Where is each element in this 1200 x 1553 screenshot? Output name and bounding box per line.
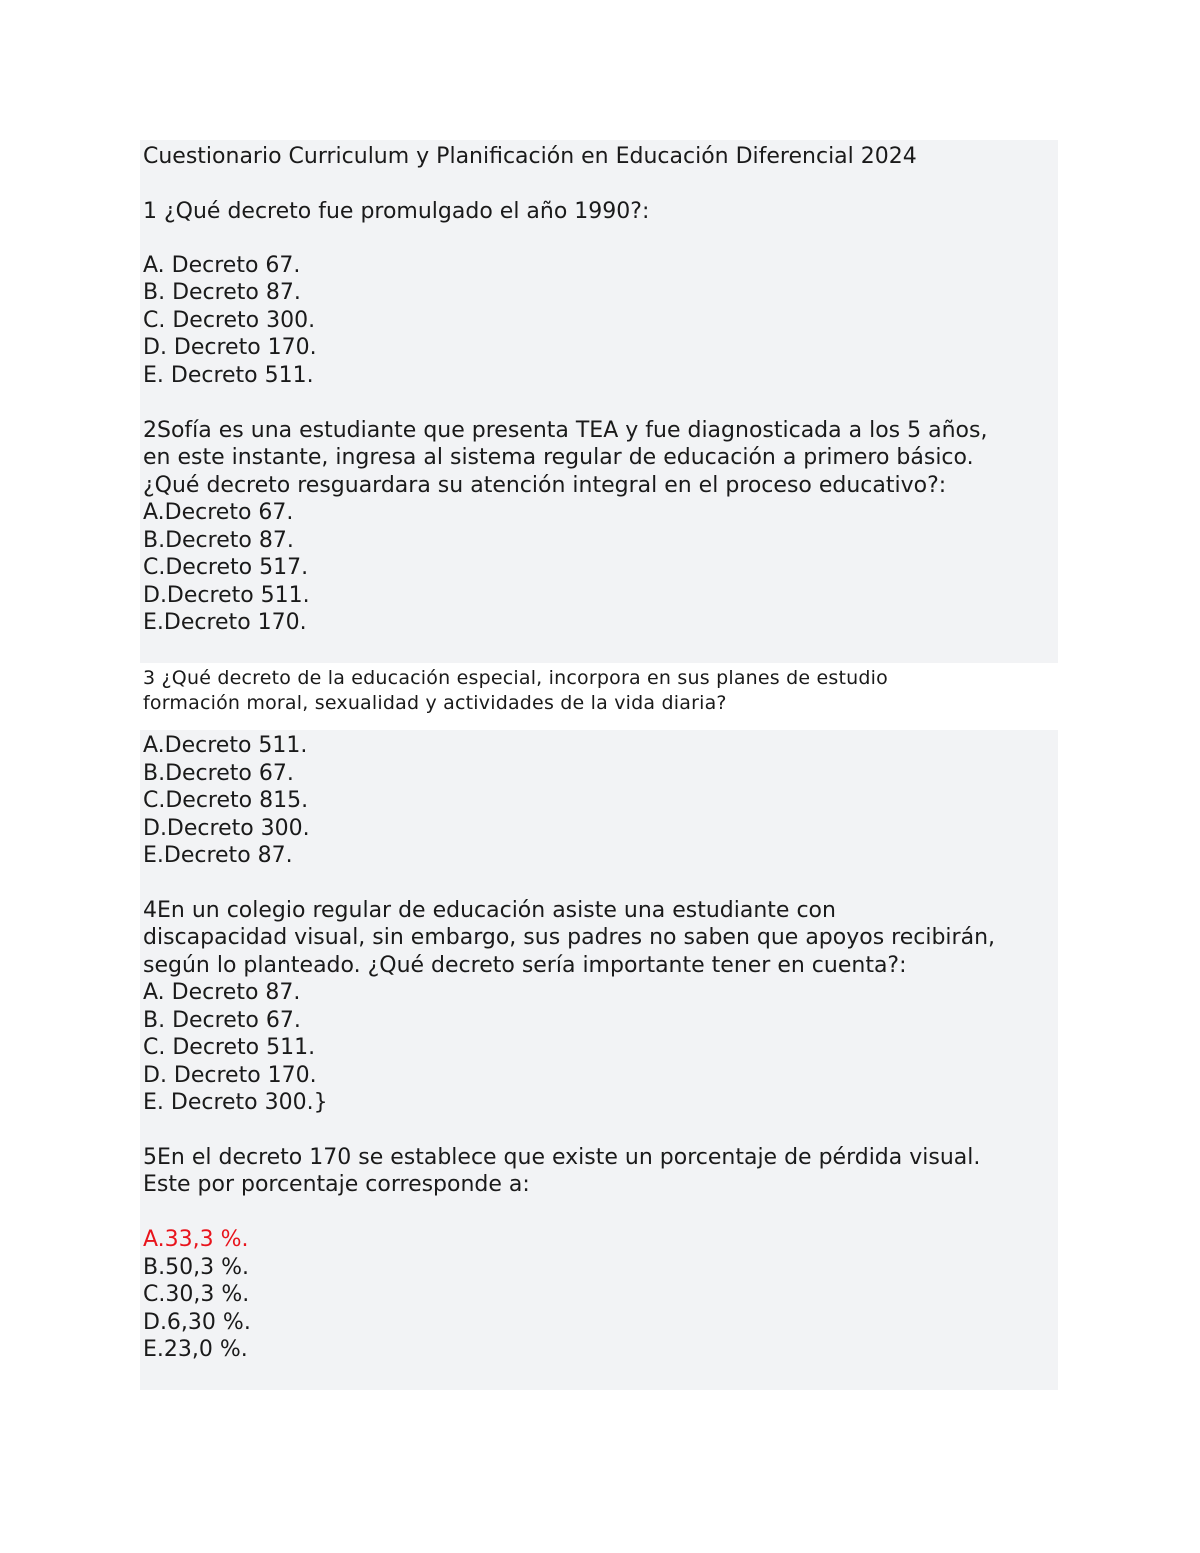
question-2-text-line-3: ¿Qué decreto resguardara su atención integral en el proceso educativo?:	[143, 473, 947, 498]
question-2-option-a: A.Decreto 67.	[143, 500, 294, 525]
question-4-text-line-2: discapacidad visual, sin embargo, sus padres no saben que apoyos recibirán,	[143, 925, 996, 950]
question-5-option-e: E.23,0 %.	[143, 1337, 248, 1362]
question-5-text-line-1: 5En el decreto 170 se establece que existe un porcentaje de pérdida visual.	[143, 1145, 981, 1170]
question-3-option-d: D.Decreto 300.	[143, 816, 310, 841]
question-2-text-line-1: 2Sofía es una estudiante que presenta TEA y fue diagnosticada a los 5 años,	[143, 418, 988, 443]
question-5-text-line-2: Este por porcentaje corresponde a:	[143, 1172, 530, 1197]
question-5-option-d: D.6,30 %.	[143, 1310, 251, 1335]
question-2-option-b: B.Decreto 87.	[143, 528, 294, 553]
question-4-option-c: C. Decreto 511.	[143, 1035, 316, 1060]
question-5-option-b: B.50,3 %.	[143, 1255, 249, 1280]
question-4-option-a: A. Decreto 87.	[143, 980, 301, 1005]
question-4-option-d: D. Decreto 170.	[143, 1063, 317, 1088]
question-1-text: 1 ¿Qué decreto fue promulgado el año 1990?:	[143, 199, 650, 224]
question-1-option-b: B. Decreto 87.	[143, 280, 301, 305]
question-1-option-e: E. Decreto 511.	[143, 363, 314, 388]
question-1-option-a: A. Decreto 67.	[143, 253, 301, 278]
question-3-option-e: E.Decreto 87.	[143, 843, 293, 868]
question-3-text-line-2: formación moral, sexualidad y actividades de la vida diaria?	[143, 692, 727, 714]
question-2-option-e: E.Decreto 170.	[143, 610, 307, 635]
question-4-option-b: B. Decreto 67.	[143, 1008, 301, 1033]
question-2-option-d: D.Decreto 511.	[143, 583, 310, 608]
question-3-option-b: B.Decreto 67.	[143, 761, 294, 786]
question-4-option-e: E. Decreto 300.}	[143, 1090, 328, 1115]
question-1-option-d: D. Decreto 170.	[143, 335, 317, 360]
question-4-text-line-1: 4En un colegio regular de educación asiste una estudiante con	[143, 898, 836, 923]
question-3-option-c: C.Decreto 815.	[143, 788, 309, 813]
question-2-text-line-2: en este instante, ingresa al sistema regular de educación a primero básico.	[143, 445, 974, 470]
question-1-option-c: C. Decreto 300.	[143, 308, 316, 333]
question-2-option-c: C.Decreto 517.	[143, 555, 309, 580]
question-5-option-a-highlighted: A.33,3 %.	[143, 1227, 249, 1252]
question-3-option-a: A.Decreto 511.	[143, 733, 308, 758]
question-3-text-line-1: 3 ¿Qué decreto de la educación especial, incorpora en sus planes de estudio	[143, 667, 888, 689]
question-4-text-line-3: según lo planteado. ¿Qué decreto sería importante tener en cuenta?:	[143, 953, 907, 978]
document-title: Cuestionario Curriculum y Planificación en Educación Diferencial 2024	[143, 144, 917, 169]
question-5-option-c: C.30,3 %.	[143, 1282, 250, 1307]
